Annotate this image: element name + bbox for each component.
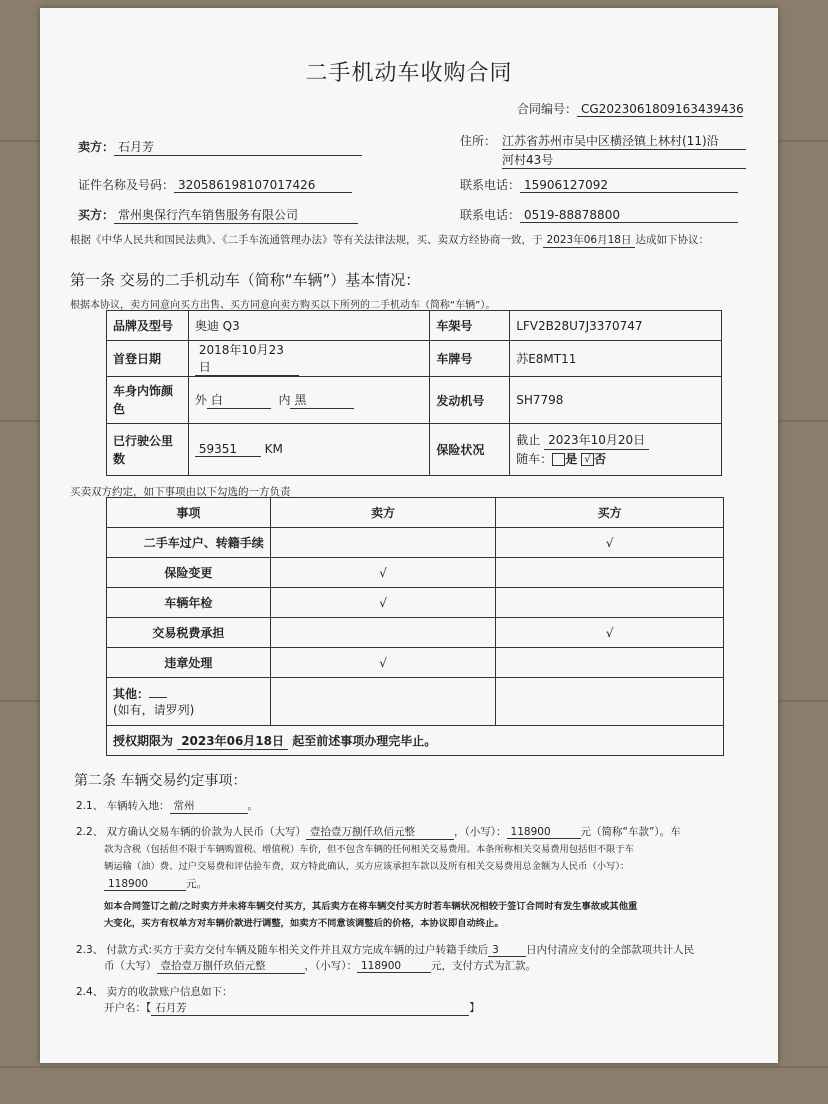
account-name: 石月芳 (151, 1000, 469, 1016)
clause-2-1: 2.1、 车辆转入地： 常州 。 (76, 800, 259, 812)
seller-name: 石月芳 (114, 138, 362, 156)
address-label: 住所： (460, 134, 497, 148)
clause-2-2-line2: 款为含税（包括但不限于车辆购置税、增值税）车价，但不包含车辆的任何相关交易费用。本条所称相关交易费用包括但不限于车 (104, 844, 634, 855)
contract-paper (40, 8, 778, 1063)
clause-2-3-line2 (104, 958, 536, 974)
vin-label: 车架号 (430, 311, 510, 341)
price-lower-label: ，（小写）： (454, 826, 507, 838)
payment-lower-label: ，（小写）： (304, 960, 357, 972)
contract-no-value: CG2023061809163439436 (577, 102, 743, 117)
table-row (107, 618, 724, 648)
intro-pre: 根据《中华人民共和国民法典》、《二手车流通管理办法》等有关法律法规，买、卖双方经协商一致，于 (70, 234, 543, 246)
clause-2-3-line2-pre: 币（大写） (104, 960, 157, 972)
seller-row (78, 138, 362, 156)
article1-title: 第一条 交易的二手机动车（简称“车辆”）基本情况： (70, 271, 421, 289)
contract-no-label: 合同编号： (517, 102, 578, 116)
id-row (78, 176, 352, 193)
insurance-label: 保险状况 (430, 424, 510, 476)
auth-label: 授权期限为 (113, 733, 174, 748)
id-label: 证件名称及号码： (78, 178, 175, 192)
seller-phone: 15906127092 (520, 178, 738, 193)
clause-2-1-label: 车辆转入地： (106, 800, 170, 812)
plate-value: 苏E8MT11 (510, 341, 722, 377)
resp-buyer-mark (496, 648, 724, 678)
buyer-row (78, 206, 358, 224)
contract-number (517, 100, 743, 117)
clause-2-4-text: 卖方的收款账户信息如下： (106, 986, 233, 998)
payment-days: 3 (488, 944, 526, 957)
auth-post: 起至前述事项办理完毕止。 (292, 733, 437, 748)
address-line1: 江苏省苏州市吴中区横泾镇上林村(11)沿 (502, 132, 746, 150)
resp-buyer-mark: √ (496, 618, 724, 648)
other-label: 其他： (113, 686, 150, 701)
exterior-color: 白 (207, 391, 271, 409)
clause-2-3-pre: 付款方式:买方于卖方交付车辆及随车相关文件并且双方完成车辆的过户转籍手续后 (106, 944, 489, 956)
auth-cell (107, 726, 724, 756)
other-blank (149, 697, 167, 698)
yes-checkbox (552, 453, 565, 466)
resp-header-row (107, 498, 724, 528)
reg-date-value: 2018年10月23日 (195, 341, 299, 376)
buyer-label: 买方： (78, 208, 115, 222)
account-label: 开户名： (104, 1002, 146, 1014)
payment-lowercase: 118900 (357, 960, 431, 973)
insurance-cell (510, 424, 722, 476)
price-lowercase: 118900 (507, 826, 581, 839)
intro-date: 2023年06月18日 (543, 232, 636, 248)
color-label: 车身内饰颜色 (107, 377, 189, 424)
buyer-name: 常州奥保行汽车销售服务有限公司 (114, 206, 358, 224)
brand-value: 奥迪 Q3 (188, 311, 430, 341)
vehicle-row (107, 424, 722, 476)
account-open-bracket: 【 (146, 1002, 152, 1014)
with-car-label: 随车： (516, 452, 553, 466)
clause-2-2-pre: 双方确认交易车辆的价款为人民币（大写） (106, 826, 307, 838)
buyer-phone-row (460, 206, 738, 223)
seller-label: 卖方： (78, 140, 115, 154)
no-label: 否 (594, 452, 607, 466)
resp-buyer-mark (496, 588, 724, 618)
other-hint: (如有，请罗列) (113, 702, 195, 717)
transfer-destination: 常州 (170, 798, 248, 814)
resp-item: 车辆年检 (107, 588, 271, 618)
article2-title: 第二条 车辆交易约定事项： (74, 773, 247, 789)
resp-item: 二手车过户、转籍手续 (107, 528, 271, 558)
price-uppercase: 壹拾壹万捌仟玖佰元整 (306, 824, 454, 840)
mileage-value: 59351 (195, 442, 261, 457)
resp-seller-mark (270, 618, 496, 648)
resp-item: 保险变更 (107, 558, 271, 588)
clause-2-3-number: 2.3、 (76, 944, 104, 956)
resp-seller-mark: √ (270, 558, 496, 588)
mileage-cell (188, 424, 430, 476)
account-close-bracket: 】 (469, 1002, 480, 1014)
resp-item: 违章处理 (107, 648, 271, 678)
vehicle-row (107, 311, 722, 341)
article1-note: 根据本协议，卖方同意向买方出售、买方同意向卖方购买以下所列的二手机动车（简称“车辆”）。 (70, 300, 496, 311)
id-number: 320586198107017426 (174, 178, 352, 193)
vehicle-row (107, 377, 722, 424)
yes-label: 是 (565, 452, 578, 466)
engine-value: SH7798 (510, 377, 722, 424)
buyer-phone-label: 联系电话： (460, 208, 521, 222)
table-row (107, 648, 724, 678)
interior-color: 黑 (290, 391, 354, 409)
resp-seller-mark (270, 528, 496, 558)
table-row (107, 588, 724, 618)
auth-date: 2023年06月18日 (177, 732, 288, 750)
clause-2-2-number: 2.2、 (76, 826, 104, 838)
intro-paragraph (70, 232, 709, 248)
page-title: 二手机动车收购合同 (305, 61, 513, 86)
responsibility-table (106, 497, 724, 756)
table-row (107, 558, 724, 588)
reg-date-label: 首登日期 (107, 341, 189, 377)
resp-buyer-mark: √ (496, 528, 724, 558)
resp-seller-mark: √ (270, 648, 496, 678)
vehicle-row (107, 341, 722, 377)
condition-line2: 大变化，买方有权单方对车辆价款进行调整，如卖方不同意该调整后的价格，本协议即自动终止。 (104, 918, 504, 929)
buyer-phone: 0519-88878800 (520, 208, 738, 223)
account-row (104, 1000, 480, 1016)
vehicle-table (106, 310, 722, 476)
total-unit: 元。 (186, 878, 207, 890)
resp-seller-mark: √ (270, 588, 496, 618)
clause-2-3-post: 日内付清应支付的全部款项共计人民 (526, 944, 695, 956)
header-item: 事项 (107, 498, 271, 528)
color-cell (188, 377, 430, 424)
condition-line1: 如本合同签订之前/之时卖方并未将车辆交付买方，其后卖方在将车辆交付买方时若车辆状况相较于签订合同时有发生事故或其他重 (104, 901, 638, 912)
table-row-other (107, 678, 724, 726)
total-amount: 118900 (104, 878, 186, 891)
plate-label: 车牌号 (430, 341, 510, 377)
other-seller (270, 678, 496, 726)
mileage-unit: KM (264, 442, 283, 456)
clause-2-4-number: 2.4、 (76, 986, 104, 998)
clause-2-3-line2-post: 元，支付方式为汇款。 (431, 960, 536, 972)
insurance-until-date: 2023年10月20日 (544, 431, 649, 450)
reg-date-cell (188, 341, 430, 377)
responsibility-note: 买卖双方约定，如下事项由以下勾选的一方负责 (70, 486, 291, 498)
clause-2-2-line1 (76, 824, 681, 840)
seller-phone-label: 联系电话： (460, 178, 521, 192)
resp-item: 交易税费承担 (107, 618, 271, 648)
other-buyer (496, 678, 724, 726)
address-line2: 河村43号 (502, 151, 746, 169)
resp-buyer-mark (496, 558, 724, 588)
insurance-until-prefix: 截止 (516, 433, 541, 447)
no-checkbox: √ (581, 453, 594, 466)
table-row (107, 528, 724, 558)
clause-2-2-total (104, 876, 207, 891)
intro-post: 达成如下协议： (635, 234, 709, 246)
brand-label: 品牌及型号 (107, 311, 189, 341)
mileage-label: 已行驶公里数 (107, 424, 189, 476)
clause-2-2-line3: 辆运输（油）费、过户交易费和评估验车费，双方特此确认，买方应该承担车款以及所有相关交易费用总金额为人民币（小写）： (104, 861, 630, 872)
engine-label: 发动机号 (430, 377, 510, 424)
interior-prefix: 内 (278, 393, 291, 407)
auth-row (107, 726, 724, 756)
clause-2-3-line1 (76, 942, 694, 957)
vin-value: LFV2B28U7J3370747 (510, 311, 722, 341)
seller-phone-row (460, 176, 738, 193)
payment-uppercase: 壹拾壹万捌仟玖佰元整 (157, 958, 305, 974)
header-seller: 卖方 (270, 498, 496, 528)
other-cell (107, 678, 271, 726)
clause-2-1-number: 2.1、 (76, 800, 104, 812)
header-buyer: 买方 (496, 498, 724, 528)
clause-2-2-post: 元（简称“车款”）。车 (580, 826, 681, 838)
exterior-prefix: 外 (194, 393, 207, 407)
clause-2-4-line1 (76, 984, 233, 999)
